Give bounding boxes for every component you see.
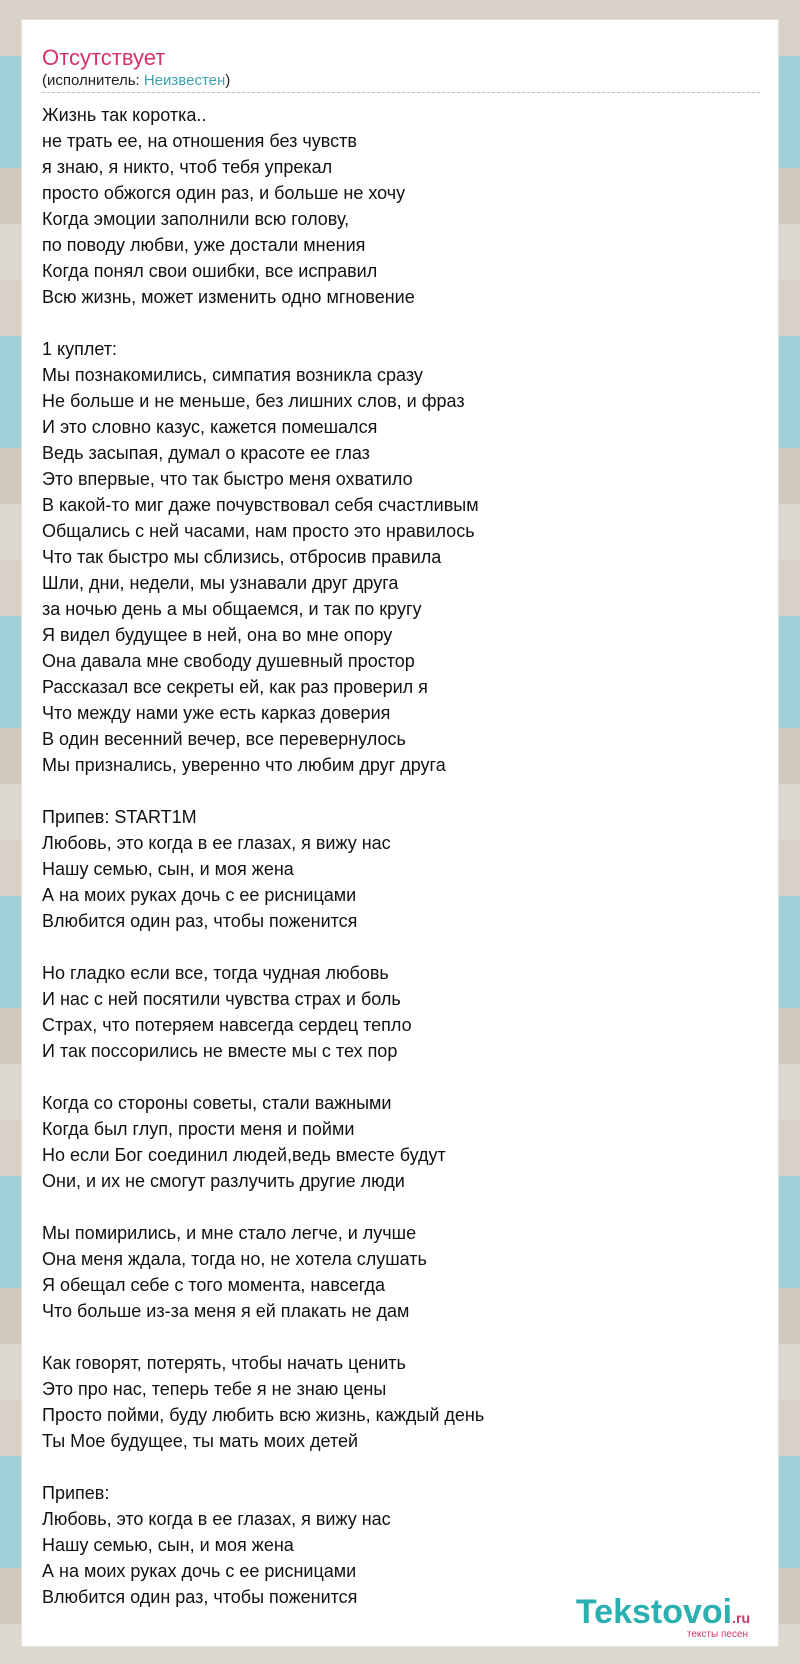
lyric-line <box>42 1194 762 1220</box>
lyric-line: Нашу семью, сын, и моя жена <box>42 859 294 879</box>
artist-line <box>42 72 230 90</box>
lyric-line: Ведь засыпая, думал о красоте ее глаз <box>42 443 370 463</box>
lyrics-text <box>42 102 762 1610</box>
artist-prefix: (исполнитель: <box>42 72 144 89</box>
lyric-line: Припев: START1M <box>42 807 197 827</box>
lyric-line <box>42 1454 762 1480</box>
artist-suffix: ) <box>225 72 231 89</box>
lyric-line: Страх, что потеряем навсегда сердец тепло <box>42 1015 412 1035</box>
lyric-line: за ночью день а мы общаемся, и так по кругу <box>42 599 422 619</box>
lyric-line: Рассказал все секреты ей, как раз проверил я <box>42 677 428 697</box>
lyric-line: Любовь, это когда в ее глазах, я вижу нас <box>42 1509 391 1529</box>
lyric-line <box>42 778 762 804</box>
lyric-line: В один весенний вечер, все перевернулось <box>42 729 406 749</box>
lyric-line: И это словно казус, кажется помешался <box>42 417 378 437</box>
lyric-line: просто обжогся один раз, и больше не хочу <box>42 183 406 203</box>
lyric-line: я знаю, я никто, чтоб тебя упрекал <box>42 157 333 177</box>
lyric-line: по поводу любви, уже достали мнения <box>42 235 366 255</box>
lyric-line: Когда со стороны советы, стали важными <box>42 1093 392 1113</box>
lyric-line: Шли, дни, недели, мы узнавали друг друга <box>42 573 399 593</box>
lyric-line: Что так быстро мы сблизись, отбросив правила <box>42 547 442 567</box>
title-divider <box>42 92 760 93</box>
lyric-line: Жизнь так коротка.. <box>42 105 207 125</box>
lyric-line: 1 куплет: <box>42 339 117 359</box>
lyric-line <box>42 1064 762 1090</box>
lyric-line: Я обещал себе с того момента, навсегда <box>42 1275 385 1295</box>
lyric-line: И нас с ней посятили чувства страх и боль <box>42 989 401 1009</box>
lyric-line: Они, и их не смогут разлучить другие люди <box>42 1171 405 1191</box>
lyric-line: Когда эмоции заполнили всю голову, <box>42 209 350 229</box>
lyric-line: не трать ее, на отношения без чувств <box>42 131 357 151</box>
lyric-line: Это впервые, что так быстро меня охватило <box>42 469 413 489</box>
lyric-line: Я видел будущее в ней, она во мне опору <box>42 625 393 645</box>
lyric-line: Просто пойми, буду любить всю жизнь, каждый день <box>42 1405 485 1425</box>
song-title: Отсутствует <box>42 45 166 70</box>
lyric-line: Общались с ней часами, нам просто это нравилось <box>42 521 475 541</box>
lyric-line: В какой-то миг даже почувствовал себя счастливым <box>42 495 479 515</box>
lyric-line: Припев: <box>42 1483 110 1503</box>
site-logo[interactable] <box>576 1595 750 1640</box>
lyrics-page <box>22 20 778 1646</box>
lyric-line: Влюбится один раз, чтобы поженится <box>42 1587 358 1607</box>
artist-link[interactable]: Неизвестен <box>143 72 226 89</box>
lyric-line: Мы признались, уверенно что любим друг друга <box>42 755 446 775</box>
lyric-line: Она давала мне свободу душевный простор <box>42 651 415 671</box>
lyric-line: Нашу семью, сын, и моя жена <box>42 1535 294 1555</box>
lyric-line: Но гладко если все, тогда чудная любовь <box>42 963 389 983</box>
lyric-line <box>42 310 762 336</box>
lyric-line <box>42 1324 762 1350</box>
logo-tagline: тексты песен <box>686 1629 748 1640</box>
lyric-line: Что больше из-за меня я ей плакать не дам <box>42 1301 410 1321</box>
lyric-line: Она меня ждала, тогда но, не хотела слушать <box>42 1249 427 1269</box>
lyric-line: Что между нами уже есть карказ доверия <box>42 703 391 723</box>
lyric-line: Не больше и не меньше, без лишних слов, и фраз <box>42 391 465 411</box>
lyric-line: Всю жизнь, может изменить одно мгновение <box>42 287 415 307</box>
lyric-line: Но если Бог соединил людей,ведь вместе будут <box>42 1145 446 1165</box>
lyric-line: Влюбится один раз, чтобы поженится <box>42 911 358 931</box>
lyric-line: Когда понял свои ошибки, все исправил <box>42 261 378 281</box>
lyric-line: Это про нас, теперь тебе я не знаю цены <box>42 1379 387 1399</box>
logo-domain-suffix: .ru <box>732 1610 750 1626</box>
lyric-line: Как говорят, потерять, чтобы начать ценить <box>42 1353 406 1373</box>
lyric-line: Мы познакомились, симпатия возникла сразу <box>42 365 423 385</box>
lyric-line: Ты Мое будущее, ты мать моих детей <box>42 1431 359 1451</box>
logo-main-text: Tekstovoi <box>575 1593 733 1631</box>
lyric-line: И так поссорились не вместе мы с тех пор <box>42 1041 398 1061</box>
lyric-line: Мы помирились, и мне стало легче, и лучше <box>42 1223 417 1243</box>
lyric-line: Когда был глуп, прости меня и пойми <box>42 1119 355 1139</box>
lyric-line <box>42 934 762 960</box>
lyric-line: Любовь, это когда в ее глазах, я вижу нас <box>42 833 391 853</box>
lyric-line: А на моих руках дочь с ее рисницами <box>42 885 357 905</box>
lyric-line: А на моих руках дочь с ее рисницами <box>42 1561 357 1581</box>
